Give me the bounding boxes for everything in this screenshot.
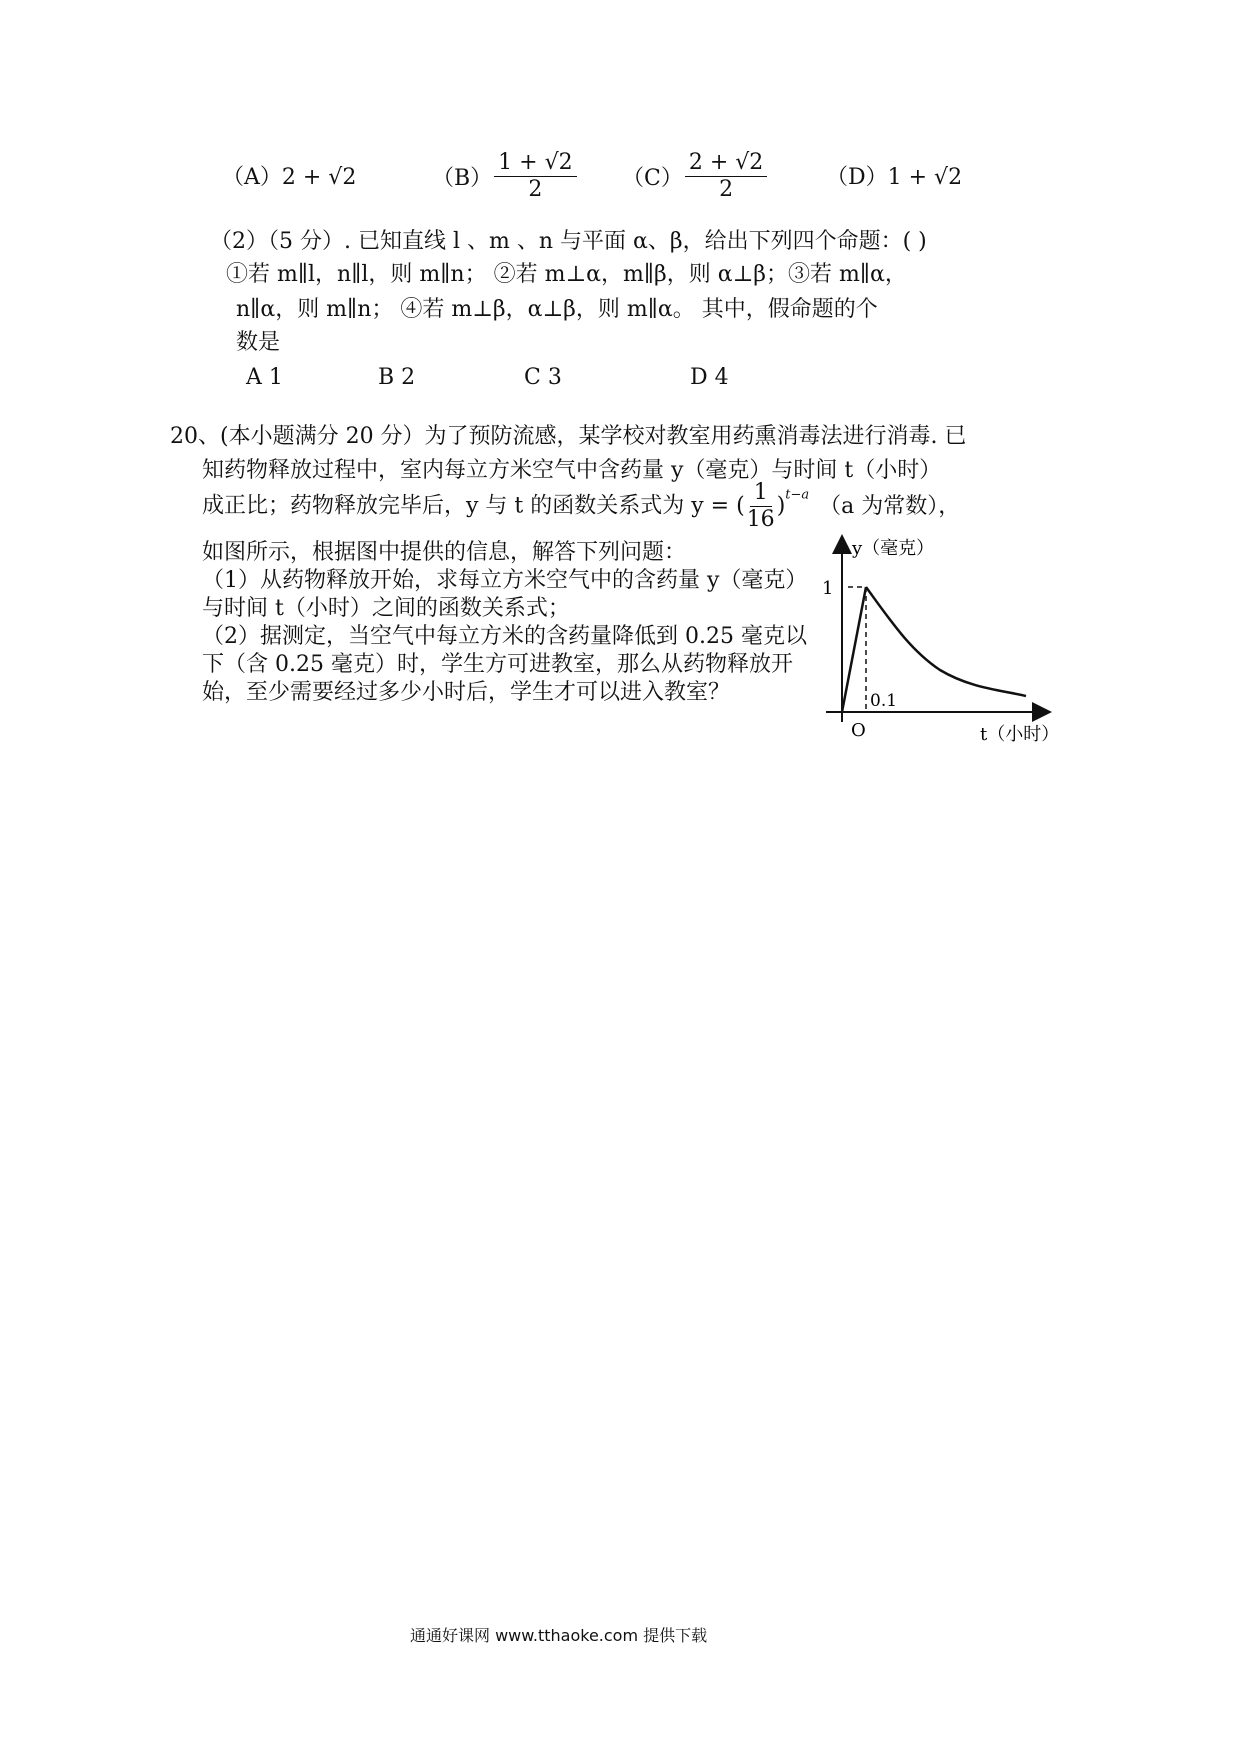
option-c-label: （C） bbox=[622, 166, 683, 191]
q20-line5: （1）从药物释放开始，求每立方米空气中的含药量 y（毫克） bbox=[202, 568, 808, 593]
q20-exponent: t−a bbox=[785, 487, 810, 503]
q20-line8: 下（含 0.25 毫克）时，学生方可进教室，那么从药物释放开 bbox=[202, 652, 793, 677]
x-tick-label: 0.1 bbox=[870, 691, 898, 711]
q20-line3-post: （a 为常数）， bbox=[819, 493, 961, 519]
q20-fraction-denominator: 16 bbox=[746, 507, 775, 532]
origin-label: O bbox=[851, 720, 866, 741]
option-c-denominator: 2 bbox=[719, 177, 734, 202]
q20-fraction-numerator: 1 bbox=[750, 480, 772, 507]
q20-line4: 如图所示，根据图中提供的信息，解答下列问题： bbox=[202, 540, 687, 565]
q20-line1: 20、(本小题满分 20 分）为了预防流感，某学校对教室用药熏消毒法进行消毒. 已 bbox=[170, 424, 967, 449]
option-b-label: （B） bbox=[432, 166, 493, 191]
option-b-numerator: 1 + √2 bbox=[494, 150, 576, 177]
q20-line9: 始，至少需要经过多少小时后，学生才可以进入教室？ bbox=[202, 680, 731, 705]
footer: 通通好课网 www.tthaoke.com 提供下载 bbox=[410, 1626, 708, 1645]
q19-2-choice-d: D 4 bbox=[690, 365, 729, 390]
q20-line7: （2）据测定，当空气中每立方米的含药量降低到 0.25 毫克以 bbox=[202, 624, 807, 649]
option-c-numerator: 2 + √2 bbox=[685, 150, 767, 177]
q20-line2: 知药物释放过程中，室内每立方米空气中含药量 y（毫克）与时间 t（小时） bbox=[202, 458, 942, 483]
q19-2-line3: n∥α，则 m∥n； ④若 m⊥β，α⊥β，则 m∥α。 其中，假命题的个 bbox=[236, 297, 878, 322]
q19-2-line2: ①若 m∥l，n∥l，则 m∥n； ②若 m⊥α，m∥β，则 α⊥β；③若 m∥α， bbox=[226, 262, 907, 287]
q20-line3-pre: 成正比；药物释放完毕后，y 与 t 的函数关系式为 y = ( bbox=[202, 493, 745, 519]
q20-line6: 与时间 t（小时）之间的函数关系式； bbox=[202, 596, 570, 621]
concentration-graph bbox=[810, 530, 1110, 770]
q19-2-choice-a: A 1 bbox=[246, 365, 283, 390]
option-c bbox=[622, 150, 769, 203]
option-b bbox=[432, 150, 579, 203]
option-c-fraction bbox=[685, 150, 767, 203]
option-d bbox=[826, 163, 962, 193]
decay-curve bbox=[866, 587, 1026, 696]
q20-fraction bbox=[747, 480, 775, 533]
q19-2-line1: （2）（5 分）. 已知直线 l 、m 、n 与平面 α、β，给出下列四个命题：( ) bbox=[210, 229, 927, 254]
option-a bbox=[222, 163, 356, 193]
q20-line3: 成正比；药物释放完毕后，y 与 t 的函数关系式为 y = ( $\frac{1}{16}$ )$^{t-a}$ （a 为常数）， bbox=[202, 480, 961, 532]
x-axis-label: t（小时） bbox=[980, 724, 1060, 745]
option-d-value: 1 + √2 bbox=[887, 165, 963, 190]
option-b-denominator: 2 bbox=[528, 177, 543, 202]
option-b-fraction bbox=[494, 150, 576, 203]
q19-2-line4: 数是 bbox=[236, 330, 281, 355]
q19-2-choice-c: C 3 bbox=[524, 365, 562, 390]
option-a-value: 2 + √2 bbox=[281, 165, 357, 190]
y-tick-label: 1 bbox=[822, 578, 834, 599]
option-a-label: （A） bbox=[222, 165, 282, 190]
rising-segment bbox=[842, 587, 866, 712]
option-d-label: （D） bbox=[826, 165, 888, 190]
y-axis-label: y（毫克） bbox=[852, 538, 935, 559]
q19-2-choice-b: B 2 bbox=[378, 365, 416, 390]
